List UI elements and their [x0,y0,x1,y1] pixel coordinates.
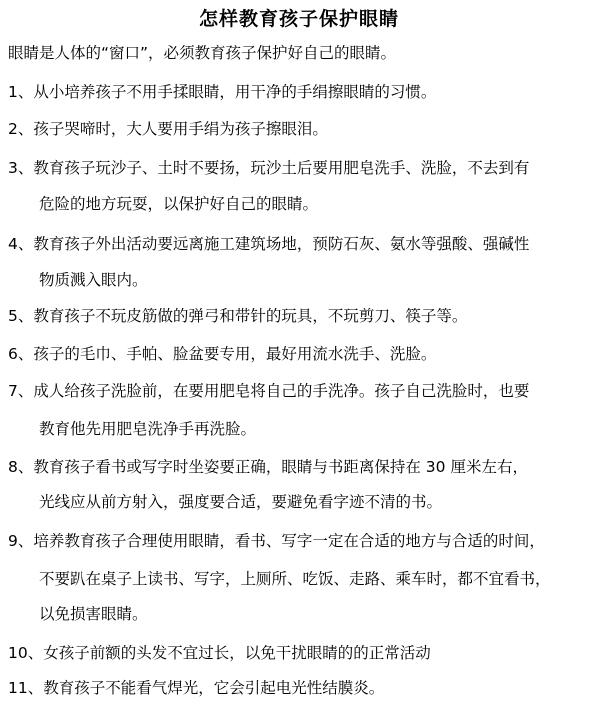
document-title: 怎样教育孩子保护眼睛 [198,8,399,30]
item-3-line-2: 危险的地方玩耍，以保护好自己的眼睛。 [39,195,319,213]
item-2-line-1: 2、孩子哭啼时，大人要用手绢为孩子擦眼泪。 [8,120,328,138]
item-9-line-1: 9、培养教育孩子合理使用眼睛，看书、写字一定在合适的地方与合适的时间， [8,532,545,550]
item-9-line-2: 不要趴在桌子上读书、写字，上厕所、吃饭、走路、乘车时，都不宜看书， [39,570,551,588]
item-4-line-2: 物质溅入眼内。 [39,271,148,289]
item-8-line-2: 光线应从前方射入，强度要合适，要避免看字迹不清的书。 [39,493,443,511]
item-6-line-1: 6、孩子的毛巾、手帕、脸盆要专用，最好用流水洗手、洗脸。 [8,345,437,363]
item-4-line-1: 4、教育孩子外出活动要远离施工建筑场地，预防石灰、氨水等强酸、强碱性 [8,235,530,253]
item-3-line-1: 3、教育孩子玩沙子、土时不要扬，玩沙土后要用肥皂洗手、洗脸，不去到有 [8,159,530,177]
item-10-line-1: 10、女孩子前额的头发不宜过长，以免干扰眼睛的的正常活动 [8,644,431,662]
item-5-line-1: 5、教育孩子不玩皮筋做的弹弓和带针的玩具，不玩剪刀、筷子等。 [8,307,468,325]
item-11-line-1: 11、教育孩子不能看气焊光，它会引起电光性结膜炎。 [8,679,385,697]
intro-paragraph: 眼睛是人体的“窗口”，必须教育孩子保护好自己的眼睛。 [8,44,397,62]
item-1-line-1: 1、从小培养孩子不用手揉眼睛，用干净的手绢擦眼睛的习惯。 [8,83,437,101]
item-9-line-3: 以免损害眼睛。 [39,605,148,623]
item-8-line-1: 8、教育孩子看书或写字时坐姿要正确，眼睛与书距离保持在 30 厘米左右， [8,458,528,476]
item-7-line-1: 7、成人给孩子洗脸前，在要用肥皂将自己的手洗净。孩子自己洗脸时，也要 [8,382,530,400]
item-7-line-2: 教育他先用肥皂洗净手再洗脸。 [39,420,257,438]
